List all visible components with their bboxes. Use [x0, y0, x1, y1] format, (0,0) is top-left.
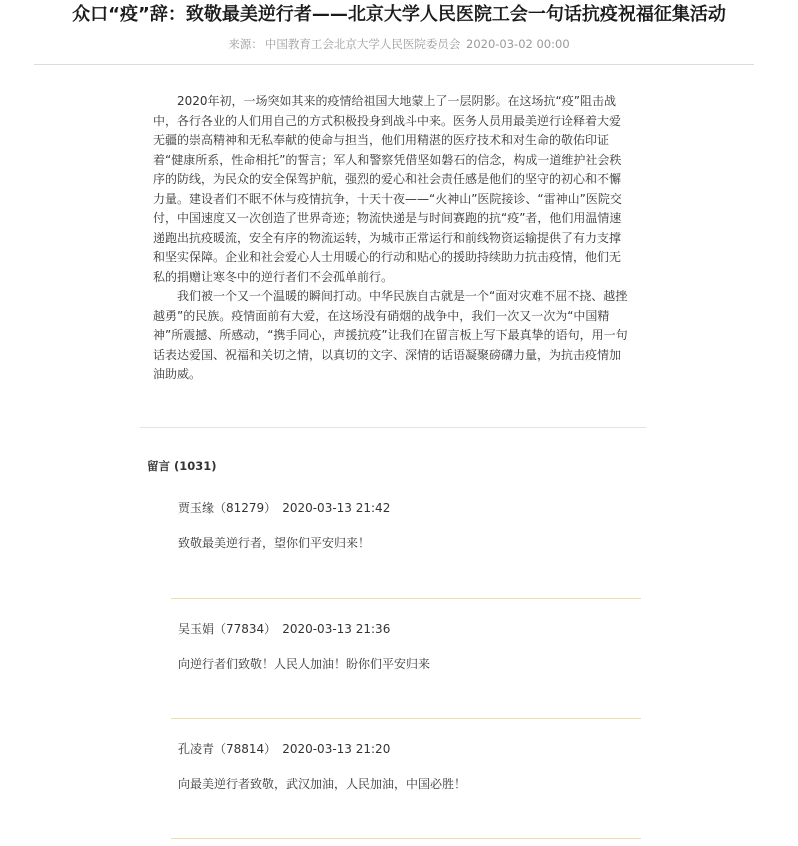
comment-text: 向最美逆行者致敬，武汉加油，人民加油，中国必胜！ [178, 777, 467, 791]
comment-time: 2020-03-13 21:36 [282, 622, 391, 636]
comment-author: 贾玉缘（81279） [178, 501, 277, 515]
comment-author: 吴玉娟（77834） [178, 622, 277, 636]
comment-item [178, 621, 642, 672]
article-body [153, 92, 631, 385]
comment-time: 2020-03-13 21:20 [282, 742, 391, 756]
comment-item [178, 500, 642, 551]
article-title: 众口“疫”辞：致敬最美逆行者——北京大学人民医院工会一句话抗疫祝福征集活动 [72, 4, 726, 25]
comments-header: 留言 (1031) [147, 459, 217, 473]
comment-time: 2020-03-13 21:42 [282, 501, 391, 515]
comment-divider [171, 838, 641, 839]
source-label: 来源： [228, 37, 263, 51]
comment-divider [171, 598, 641, 599]
title-divider [34, 64, 754, 65]
comment-meta [178, 741, 642, 757]
comment-text: 致敬最美逆行者，望你们平安归来！ [178, 536, 371, 550]
article-date: 2020-03-02 00:00 [466, 37, 570, 51]
comment-meta [178, 621, 642, 637]
article-source: 中国教育工会北京大学人民医院委员会 [264, 37, 461, 51]
article-paragraph: 我们被一个又一个温暖的瞬间打动。中华民族自古就是一个“面对灾难不屈不挠、越挫越勇”的民族。疫情面前有大爱，在这场没有硝烟的战争中，我们一次又一次为“中国精神”所震撼、所感动，“携手同心，声援抗疫”让我们在留言板上写下最真挚的语句，用一句话表达爱国、祝福和关切之情，以真切的文字、深情的话语凝聚磅礴力量，为抗击疫情加油助威。 [153, 289, 628, 381]
comment-author: 孔凌青（78814） [178, 742, 277, 756]
article-meta [0, 36, 798, 52]
article-paragraph: 2020年初，一场突如其来的疫情给祖国大地蒙上了一层阴影。在这场抗“疫”阻击战中，各行各业的人们用自己的方式积极投身到战斗中来。医务人员用最美逆行诠释着大爱无疆的崇高精神和无私奉献的使命与担当，他们用精湛的医疗技术和对生命的敬佑印证着“健康所系，性命相托”的誓言；军人和警察凭借坚如磐石的信念，构成一道维护社会秩序的防线，为民众的安全保驾护航，强烈的爱心和社会责任感是他们的坚守的初心和不懈力量。建设者们不眠不休与疫情抗争，十天十夜——“火神山”医院接诊、“雷神山”医院交付，中国速度又一次创造了世界奇迹；物流快递是与时间赛跑的抗“疫”者，他们用温情速递跑出抗疫暖流，安全有序的物流运转，为城市正常运行和前线物资运输提供了有力支撑和坚实保障。企业和社会爱心人士用暖心的行动和贴心的援助持续助力抗击疫情，他们无私的捐赠让寒冬中的逆行者们不会孤单前行。 [153, 94, 622, 284]
article-divider [140, 427, 646, 428]
comment-item [178, 741, 642, 792]
comment-text: 向逆行者们致敬！人民人加油！盼你们平安归来 [178, 657, 431, 671]
comment-divider [171, 718, 641, 719]
comment-meta [178, 500, 642, 516]
